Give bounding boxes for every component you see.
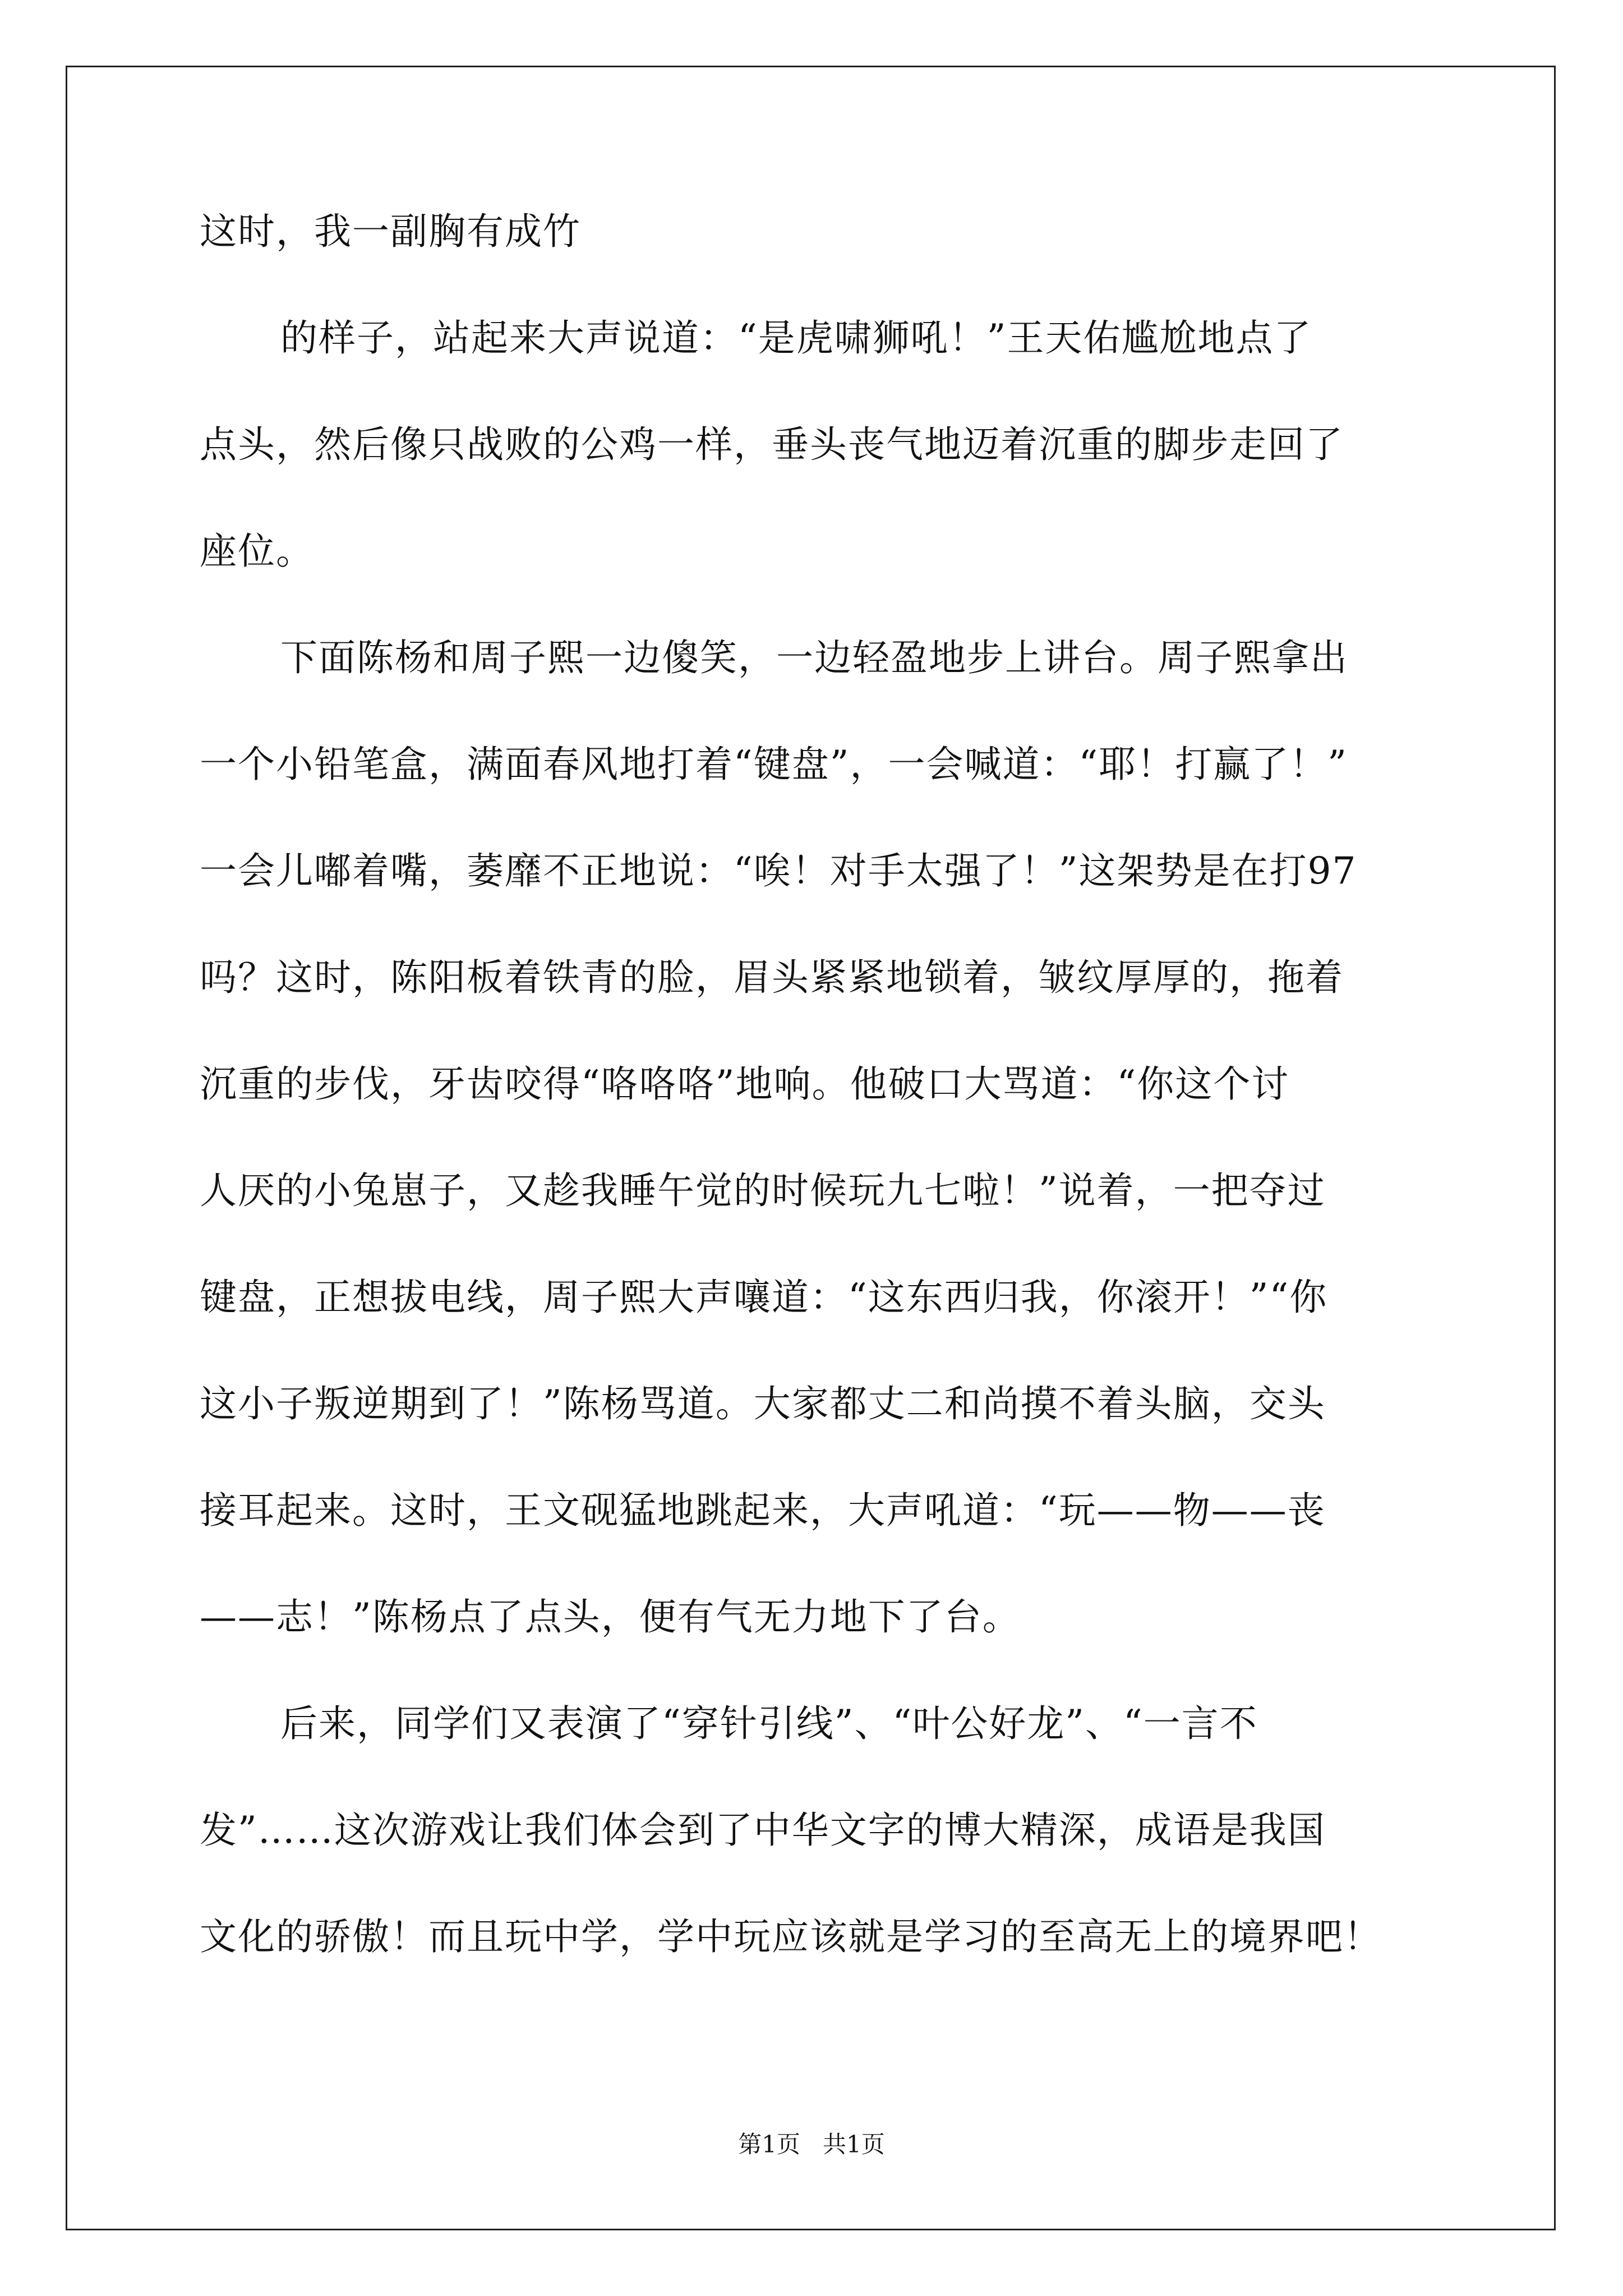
page-number-current: 第1页 [738, 2131, 800, 2158]
text-line: 人厌的小兔崽子，又趁我睡午觉的时候玩九七啦！”说着，一把夺过 [200, 1169, 1326, 1212]
text-line: 吗？这时，陈阳板着铁青的脸，眉头紧紧地锁着，皱纹厚厚的，拖着 [200, 956, 1344, 999]
text-line: 这时，我一副胸有成竹 [200, 210, 581, 253]
text-line: 下面陈杨和周子熙一边傻笑，一边轻盈地步上讲台。周子熙拿出 [280, 636, 1348, 679]
text-line: 这小子叛逆期到了！”陈杨骂道。大家都丈二和尚摸不着头脑，交头 [200, 1382, 1326, 1425]
text-line: 的样子，站起来大声说道：“是虎啸狮吼！”王天佑尴尬地点了 [280, 316, 1312, 360]
text-line: 座位。 [200, 530, 314, 573]
text-line: 一个小铅笔盒，满面春风地打着“键盘”，一会喊道：“耶！打赢了！” [200, 743, 1348, 786]
text-line: 键盘，正想拔电线，周子熙大声嚷道：“这东西归我，你滚开！”“你 [200, 1276, 1328, 1319]
text-line: 后来，同学们又表演了“穿针引线”、“叶公好龙”、“一言不 [280, 1702, 1258, 1745]
text-line: 文化的骄傲！而且玩中学，学中玩应该就是学习的至高无上的境界吧！ [200, 1915, 1382, 1958]
page-number-total: 共1页 [823, 2131, 885, 2158]
text-line: 沉重的步伐，牙齿咬得“咯咯咯”地响。他破口大骂道：“你这个讨 [200, 1062, 1290, 1106]
document-body [200, 210, 1428, 2025]
page-footer [0, 2133, 1623, 2156]
text-line: 一会儿嘟着嘴，萎靡不正地说：“唉！对手太强了！”这架势是在打97 [200, 849, 1357, 892]
text-line: 发”……这次游戏让我们体会到了中华文字的博大精深，成语是我国 [200, 1809, 1326, 1852]
text-line: 点头，然后像只战败的公鸡一样，垂头丧气地迈着沉重的脚步走回了 [200, 423, 1344, 466]
text-line: 接耳起来。这时，王文砚猛地跳起来，大声吼道：“玩——物——丧 [200, 1489, 1326, 1532]
text-line: ——志！”陈杨点了点头，便有气无力地下了台。 [200, 1595, 1021, 1639]
